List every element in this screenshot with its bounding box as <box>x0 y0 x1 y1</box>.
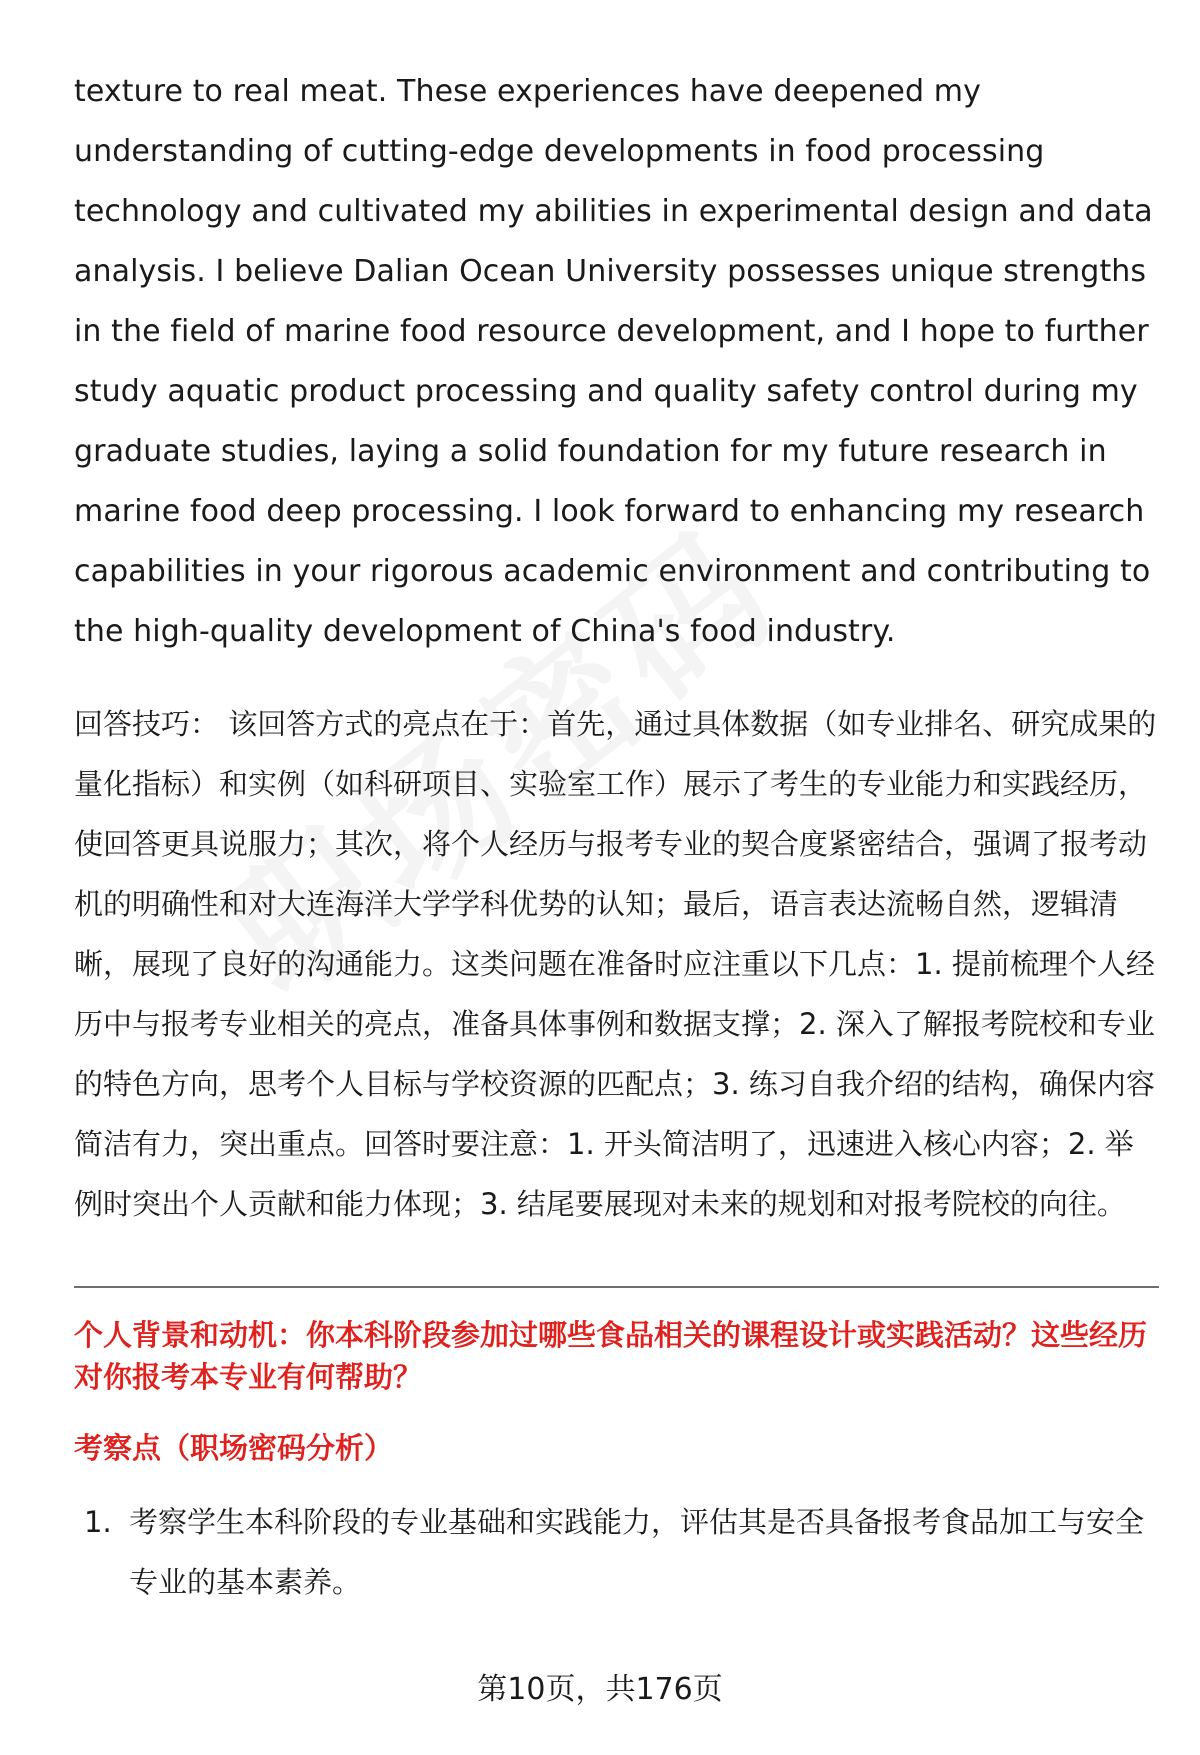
list-item-text: 考察学生本科阶段的专业基础和实践能力，评估其是否具备报考食品加工与安全专业的基本素养。 <box>129 1505 1145 1599</box>
list-item <box>74 1492 1159 1612</box>
assessment-heading: 考察点（职场密码分析） <box>74 1431 394 1465</box>
list-item-number: 1. <box>84 1505 112 1539</box>
section-divider <box>74 1286 1159 1288</box>
page-content <box>74 62 1159 1612</box>
english-answer-paragraph: texture to real meat. These experiences have deepened my understanding of cutting-edge developments in food processing technology and cultivated my abilities in experimental design and data analysis. I believe Dalian Ocean University possesses unique strengths in the field of marine food resource development, and I hope to further study aquatic product processing and quality safety control during my graduate studies, laying a solid foundation for my future research in marine food deep processing. I look forward to enhancing my research capabilities in your rigorous academic environment and contributing to the high-quality development of China's food industry. <box>74 74 1153 649</box>
assessment-point-list <box>74 1492 1159 1612</box>
answer-tips-paragraph: 回答技巧： 该回答方式的亮点在于：首先，通过具体数据（如专业排名、研究成果的量化指标）和实例（如科研项目、实验室工作）展示了考生的专业能力和实践经历，使回答更具说服力；其次，将个人经历与报考专业的契合度紧密结合，强调了报考动机的明确性和对大连海洋大学学科优势的认知；最后，语言表达流畅自然，逻辑清晰，展现了良好的沟通能力。这类问题在准备时应注重以下几点：1. 提前梳理个人经历中与报考专业相关的亮点，准备具体事例和数据支撑；2. 深入了解报考院校和专业的特色方向，思考个人目标与学校资源的匹配点；3. 练习自我介绍的结构，确保内容简洁有力，突出重点。回答时要注意：1. 开头简洁明了，迅速进入核心内容；2. 举例时突出个人贡献和能力体现；3. 结尾要展现对未来的规划和对报考院校的向往。 <box>74 707 1157 1221</box>
question-title: 个人背景和动机：你本科阶段参加过哪些食品相关的课程设计或实践活动？这些经历对你报考本专业有何帮助？ <box>74 1318 1148 1394</box>
page-number: 第10页，共176页 <box>477 1672 723 1707</box>
